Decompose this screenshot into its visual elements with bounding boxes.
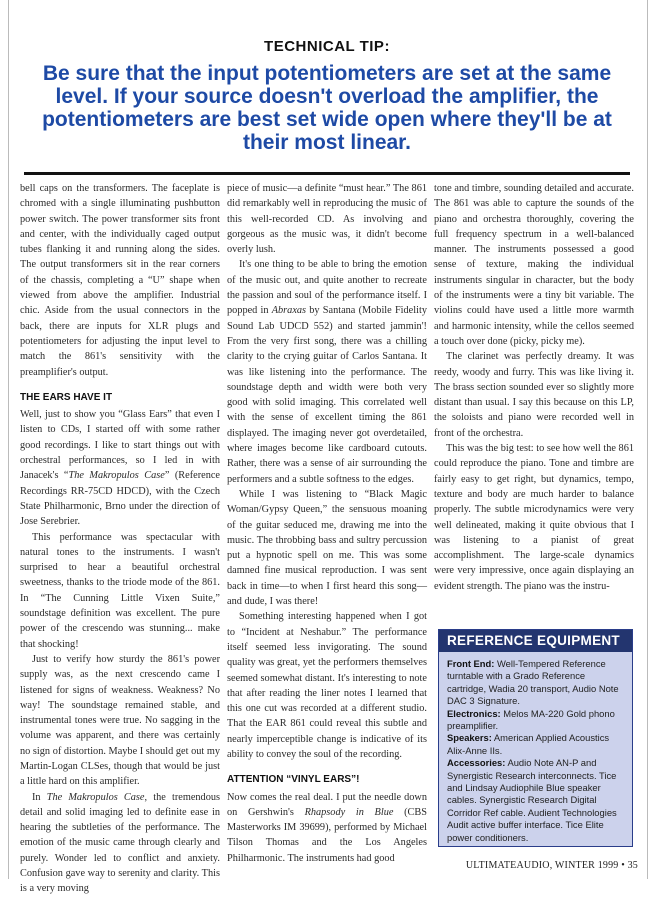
reference-item-front-end: Front End: Well-Tempered Reference turntable with a Grado Reference cartridge, Wadia 20 transport, Audio Note DAC 3 Signature. <box>447 658 619 707</box>
reference-item-accessories: Accessories: Audio Note AN-P and Synergistic Research interconnects. Tice and Lindsay Audiophile Blue speaker cables. Synergistic Research Digital Corridor Ref cable. Audient Technologies Audit active buffer interface. Tice Elite power conditioners. <box>447 757 617 843</box>
page-edge-left <box>8 0 9 879</box>
paragraph: This performance was spectacular with natural tones to the instruments. I wasn't surprised to hear a beautiful orchestral sweetness, thanks to the triode mode of the 861. In “The Cunning Little Vixen Suite,” soundstage definition was excellent. The pure power of the crescendo was stunning... make that shocking! <box>20 531 220 650</box>
paragraph: While I was listening to “Black Magic Woman/Gypsy Queen,” the sensuous moaning of the guitar seduced me, drawing me into the music. The throbbing bass and sultry percussion put a hypnotic spell on me. This was some damned fine musical reproduction. I was sent back in time—to when I first heard this song—and dude, I was there! <box>227 488 427 608</box>
album-title: The Makropulos Case <box>68 470 165 482</box>
paragraph: This was the big test: to see how well the 861 could reproduce the piano. Tone and timbre are fairly easy to get right, but dynamics, tempo, texture and body are much harder to balance properly. The subtle microdynamics were very well delineated, making it quite obvious that I was listening to a pianist of great accomplishment. The large-scale dynamics were very impressive, once again displaying an evident strength. The piano was the instru- <box>434 443 634 592</box>
paragraph: Well, just to show you “Glass Ears” that even I listen to CDs, I started off with some rather good recordings. I like to start things out with orchestral performances, so I led in with Janacek's “The Makropulos Case” (Reference Recordings RR-75CD HDCD), with the Czech State Philharmonic, Brno under the direction of Jose Serebrier. <box>20 409 220 528</box>
article-column-2 <box>227 181 427 866</box>
article-column-1 <box>20 181 220 897</box>
paragraph: bell caps on the transformers. The faceplate is chromed with a single illuminating pushbutton power switch. The power transformer sits front and center, with the individually caged output tubes flanking it and running along the sides. The output transformers sit in the rear corners of the chassis, completing a “U” shape when viewed from above the amplifier. Industrial chic. Aside from the usual connectors in the back, there are inputs for XLR plugs and potentiometers for adjusting the input level to match the 861's sensitivity with the preamplifier's output. <box>20 183 220 378</box>
reference-equipment-title: REFERENCE EQUIPMENT <box>439 630 632 652</box>
article-column-3 <box>434 181 634 594</box>
subheading-ears-have-it: THE EARS HAVE IT <box>20 391 113 403</box>
subheading-vinyl-ears: ATTENTION “VINYL EARS”! <box>227 774 360 786</box>
page-footer: ULTIMATEAUDIO, WINTER 1999 • 35 <box>465 860 638 871</box>
paragraph: Now comes the real deal. I put the needle down on Gershwin's Rhapsody in Blue (CBS Masterworks IM 39699), performed by Michael Tilson Thomas and the Los Angeles Philharmonic. The instruments had good <box>227 791 427 864</box>
reference-item-speakers: Speakers: American Applied Acoustics Alix-Anne IIs. <box>447 732 610 756</box>
reference-item-electronics: Electronics: Melos MA-220 Gold phono preamplifier. <box>447 707 615 732</box>
paragraph: piece of music—a definite “must hear.” The 861 did remarkably well in reproducing the music of this well-recorded CD. As involving and gorgeous as the music was, it didn't become overly lush. <box>227 183 427 256</box>
album-title: Rhapsody in Blue <box>304 806 394 818</box>
paragraph: Something interesting happened when I got to “Incident at Neshabur.” The performance itself seemed less invigorating. The sound quality was great, yet the performers themselves seemed somewhat distant. It's interesting to note that after reading the liner notes I learned that this one cut was recorded at a different studio. That the EAR 861 could reveal this subtle and nearly imperceptible change is indicative of its ability to convey the soul of the recording. <box>227 611 427 760</box>
paragraph: It's one thing to be able to bring the emotion of the music out, and quite another to recreate the passion and soul of the performance itself. I popped in Abraxas by Santana (Mobile Fidelity Sound Lab UDCD 552) and started jammin'! From the very first song, there was a chilling clarity to the crying guitar of Carlos Santana. It was like listening into the performance. The soundstage depth and width were both very good with solid imaging. This correlated well with the sense of excellent timing the 861 displayed. The imaging never got overdetailed, where images become like cardboard cutouts. Rather, there was a sense of air surrounding the performers and a subtle softness to the edges. <box>227 259 427 485</box>
page-edge-right <box>647 0 648 879</box>
section-divider <box>24 172 630 175</box>
album-title: Abraxas <box>271 305 307 317</box>
paragraph: The clarinet was perfectly dreamy. It was reedy, woody and furry. This was like living it. The brass section sounded ever so slightly more distant than usual. I say this because on this LP, the soloists and piano were recorded well in front of the orchestra. <box>434 351 634 439</box>
paragraph: Just to verify how sturdy the 861's power supply was, as the next crescendo came I listened for signs of weakness. Weakness? No way! The soundstage remained stable, and instrumental tones were true. No sagging in the volume was apparent, and there was certainly no sign of distortion. Maybe I should get out my Martin-Logan CLSes, though that would be just a little hard on this amplifier. <box>20 653 220 788</box>
technical-tip-label: TECHNICAL TIP: <box>264 38 390 55</box>
technical-tip-text: Be sure that the input potentiometers are set at the same level. If your source doesn't overload the amplifier, the potentiometers are best set wide open where they'll be at their most linear. <box>42 62 612 154</box>
paragraph: tone and timbre, sounding detailed and accurate. The 861 was able to capture the sounds of the piano and orchestra thoroughly, covering the full frequency spectrum in a well-balanced manner. The instruments possessed a good sense of texture, making the individual instruments singular in character, but the body of the instruments were a tiny bit variable. The violins could have used a little more warmth and harmonic intensity, while the cellos seemed a touch over done (picky, picky me). <box>434 183 634 347</box>
reference-equipment-list <box>439 652 632 844</box>
reference-equipment-box <box>438 629 633 847</box>
album-title: The Makropulos Case <box>46 791 145 803</box>
paragraph: In The Makropulos Case, the tremendous detail and solid imaging led to definite ease in hearing the subtleties of the performance. The emotion of the music came through clearly and purely. Wonder led to conflict and anxiety. Confusion gave way to serenity and clarity. This is a very moving <box>20 791 221 895</box>
